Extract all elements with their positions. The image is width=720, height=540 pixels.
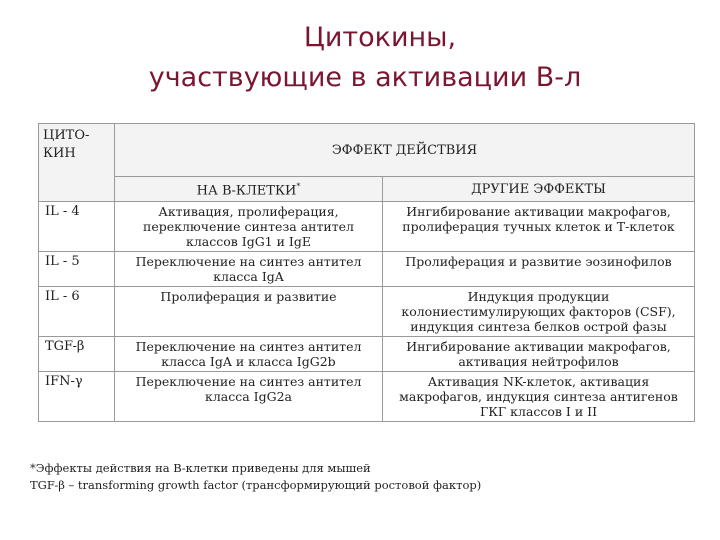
header-b-cells-footnote-mark: *: [296, 182, 301, 192]
other-effect: Ингибирование активации макрофагов, активация нейтрофилов: [383, 337, 695, 372]
table-row: [39, 287, 695, 337]
other-effect: Индукция продукции колониестимулирующих факторов (CSF), индукция синтеза белков острой фазы: [383, 287, 695, 337]
header-effect: ЭФФЕКТ ДЕЙСТВИЯ: [115, 124, 695, 177]
other-effect: Ингибирование активации макрофагов, пролиферация тучных клеток и Т-клеток: [383, 202, 695, 252]
slide-title: [0, 18, 720, 98]
footnote-tgf: TGF-β – transforming growth factor (трансформирующий ростовой фактор): [30, 478, 482, 492]
cytokine-name: IFN-γ: [39, 372, 115, 422]
other-effect: Активация NK-клеток, активация макрофагов, индукция синтеза антигенов ГКГ классов I и II: [383, 372, 695, 422]
table-row: [39, 372, 695, 422]
other-effect: Пролиферация и развитие эозинофилов: [383, 252, 695, 287]
cytokine-name: IL - 5: [39, 252, 115, 287]
title-line-1: Цитокины,: [303, 22, 457, 53]
cytokine-name: IL - 4: [39, 202, 115, 252]
cytokine-name: TGF-β: [39, 337, 115, 372]
footnotes: [30, 460, 690, 494]
table-row: [39, 202, 695, 252]
cytokine-table: [38, 123, 694, 422]
table-row: [39, 252, 695, 287]
cytokine-name: IL - 6: [39, 287, 115, 337]
header-b-cells: [115, 177, 383, 202]
b-cell-effect: Переключение на синтез антител класса IgG2a: [115, 372, 383, 422]
b-cell-effect: Переключение на синтез антител класса IgA: [115, 252, 383, 287]
header-cytokine: ЦИТО-КИН: [39, 124, 115, 202]
footnote-mice: *Эффекты действия на В-клетки приведены для мышей: [30, 461, 371, 475]
header-other-effects: ДРУГИЕ ЭФФЕКТЫ: [383, 177, 695, 202]
header-b-cells-label: НА В-КЛЕТКИ: [196, 183, 297, 199]
b-cell-effect: Переключение на синтез антител класса IgA и класса IgG2b: [115, 337, 383, 372]
table-row: [39, 337, 695, 372]
b-cell-effect: Пролиферация и развитие: [115, 287, 383, 337]
b-cell-effect: Активация, пролиферация, переключение синтеза антител классов IgG1 и IgE: [115, 202, 383, 252]
title-line-2: участвующие в активации В-л: [148, 62, 582, 93]
